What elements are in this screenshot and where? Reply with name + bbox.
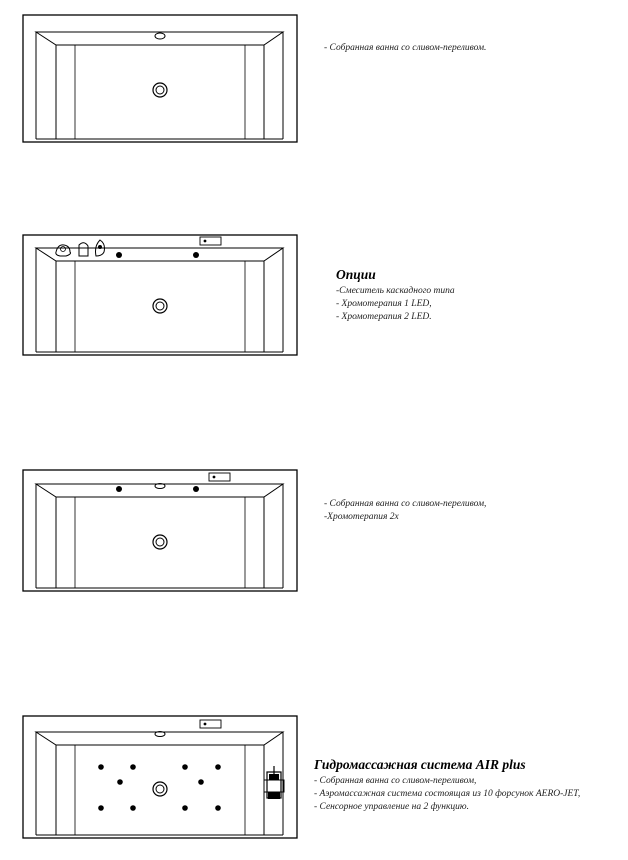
bathtub-drawing-air-plus [0,710,310,860]
bathtub-drawing-basic [0,12,310,162]
bathtub-drawing-options [0,228,310,378]
variant-4-description [314,756,580,814]
variant-1-description [324,42,486,55]
options-heading: Опции [336,267,376,282]
variant-2-line-1: -Смеситель каскадного типа [336,286,455,296]
chromotherapy-led-icon [193,486,199,492]
aero-jet-nozzle-icon [98,764,221,811]
overflow-icon [155,33,165,39]
control-panel-icon [209,473,230,481]
variant-3-line-2: -Хромотерапия 2х [324,512,399,522]
chromotherapy-led-icon [193,252,199,258]
air-plus-heading: Гидромассажная система AIR plus [314,757,526,772]
control-panel-icon [200,237,221,245]
variant-2-line-3: - Хромотерапия 2 LED. [336,312,432,322]
blower-unit-icon [264,766,284,799]
drain-icon [153,83,167,97]
drain-icon [153,535,167,549]
variant-2-line-2: - Хромотерапия 1 LED, [336,299,432,309]
variant-2-description [336,266,455,324]
variant-4-line-1: - Собранная ванна со сливом-переливом, [314,776,477,786]
drain-icon [153,299,167,313]
bathtub-plan-view [0,12,310,147]
variant-1-line-1: - Собранная ванна со сливом-переливом. [324,43,487,53]
variant-4-line-3: - Сенсорное управление на 2 функцию. [314,802,469,812]
variant-4-line-2: - Аэромассажная система состоящая из 10 форсунок AERO-JET, [314,789,581,799]
bathtub-plan-view [0,710,310,845]
bathtub-drawing-chromotherapy [0,464,310,614]
drain-icon [153,782,167,796]
bathtub-plan-view [0,464,310,599]
chromotherapy-led-icon [116,486,122,492]
variant-3-line-1: - Собранная ванна со сливом-переливом, [324,499,487,509]
variant-3-description [324,498,486,524]
control-panel-icon [200,720,221,728]
chromotherapy-led-icon [116,252,122,258]
bathtub-plan-view [0,228,310,363]
